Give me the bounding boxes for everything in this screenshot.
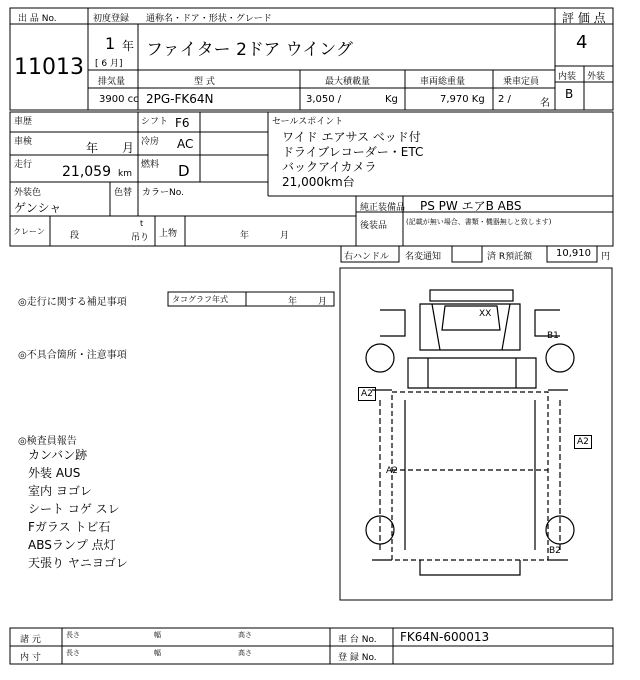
driving-notes-label: ◎走行に関する補足事項 [18,297,127,308]
displacement-label: 排気量 [98,77,126,87]
mileage-value: 21,059 [62,164,111,180]
recycle-amount: 10,910 [556,248,591,259]
color-code-label: カラーNo. [142,188,184,198]
car-name-label: 通称名・ドア・形状・グレード [146,14,272,24]
crane-hoist-label: 吊り [131,233,150,243]
inspection-label: 車検 [14,137,33,147]
aftermarket-label: 後装品 [360,221,388,231]
capacity-label: 乗車定員 [503,77,540,87]
sales-point-line: ドライブレコーダー・ETC [282,145,424,159]
gross-weight-value: 7,970 Kg [440,94,485,105]
length-label: 長さ [66,631,80,639]
inspection-year-unit: 年 [86,141,99,155]
rhd-label: 右ハンドル [344,252,390,262]
damage-mark: A2 [574,435,592,449]
model-value: 2PG-FK64N [146,92,214,106]
max-load-unit: Kg [385,94,398,105]
damage-mark: XX [479,309,492,319]
damage-mark: B1 [547,331,559,341]
width-label: 幅 [154,649,161,657]
first-reg-year: 1 [105,34,116,53]
tacho-year-unit: 年 [288,297,298,307]
car-name: ファイター 2ドア ウイング [146,40,353,60]
damage-mark: A2 [358,387,376,401]
displacement-value: 3900 cc [99,94,139,105]
mileage-unit: km [118,169,132,179]
tacho-month-unit: 月 [318,297,328,307]
interior-dims-label: 内 寸 [20,653,41,663]
mileage-label: 走行 [14,160,33,170]
height-label: 高さ [238,631,252,639]
yen-unit: 円 [601,252,611,262]
interior-grade: B [565,87,574,101]
chassis-no-label: 車 台 No. [338,635,377,645]
sales-point-line: ワイド エアサス ベッド付 [282,130,421,144]
shift-value: F6 [175,116,190,130]
sales-point-line: 21,000km台 [282,175,355,189]
color-change-label: 色替 [114,188,133,198]
history-label: 車歴 [14,117,33,127]
inspection-month-unit: 月 [122,141,135,155]
inspector-line: ABSランプ 点灯 [28,538,116,552]
recycle-label: 済 R預託額 [487,252,533,262]
lot-number: 11013 [14,55,84,80]
length-label: 長さ [66,649,80,657]
ac-label: 冷房 [141,137,160,147]
capacity-value: 2 / [498,94,511,105]
sales-point-line: バックアイカメラ [282,160,377,174]
height-label: 高さ [238,649,252,657]
inspector-line: Fガラス トビ石 [28,520,111,534]
damage-mark: B2 [549,546,561,556]
lot-label: 出 品 No. [18,14,57,24]
crane-stage-unit: 段 [70,231,80,241]
ac-value: AC [177,137,194,151]
defects-label: ◎不具合箇所・注意事項 [18,350,127,361]
inspector-report-label: ◎検査員報告 [18,436,77,447]
overall-grade: 4 [576,32,588,53]
upper-month-unit: 月 [280,231,290,241]
aftermarket-note: (記載が無い場合、書類・機器無しと致します) [406,218,552,226]
gross-weight-label: 車両総重量 [420,77,466,87]
year-unit: 年 [122,39,135,53]
name-change-label: 名変通知 [405,252,442,262]
model-label: 型 式 [194,77,215,87]
max-load-label: 最大積載量 [325,77,371,87]
sales-points-label: セールスポイント [272,117,344,127]
fuel-label: 燃料 [141,160,160,170]
crane-t-label: t [140,219,144,228]
inspector-line: 室内 ヨゴレ [28,484,92,498]
upper-year-unit: 年 [240,231,250,241]
color-label: 外装色 [14,188,42,198]
max-load-value: 3,050 / [306,94,342,105]
inspector-line: シート コゲ スレ [28,502,120,516]
grade-label: 評 価 点 [562,11,606,25]
chassis-no-value: FK64N-600013 [400,630,490,644]
first-reg-month: [ 6 月] [95,59,123,69]
inspector-line: 天張り ヤニヨゴレ [28,556,128,570]
interior-label: 内装 [558,72,577,82]
exterior-label: 外装 [587,72,606,82]
tacho-label: タコグラフ年式 [172,295,228,304]
first-reg-label: 初度登録 [93,14,130,24]
shift-label: シフト [141,117,169,127]
inspector-line: カンバン跡 [28,448,88,462]
fuel-value: D [178,162,190,180]
genuine-equipment-value: PS PW エアB ABS [420,199,522,213]
crane-label: クレーン [13,227,45,236]
capacity-unit: 名 [540,98,550,109]
width-label: 幅 [154,631,161,639]
inspector-line: 外装 AUS [28,466,81,480]
genuine-equipment-label: 純正装備品 [360,203,406,213]
upper-body-label: 上物 [159,229,178,239]
registration-no-label: 登 録 No. [338,653,377,663]
color-value: ゲンシャ [14,201,62,215]
damage-mark: A2 [386,466,398,476]
spec-dims-label: 諸 元 [20,635,41,645]
